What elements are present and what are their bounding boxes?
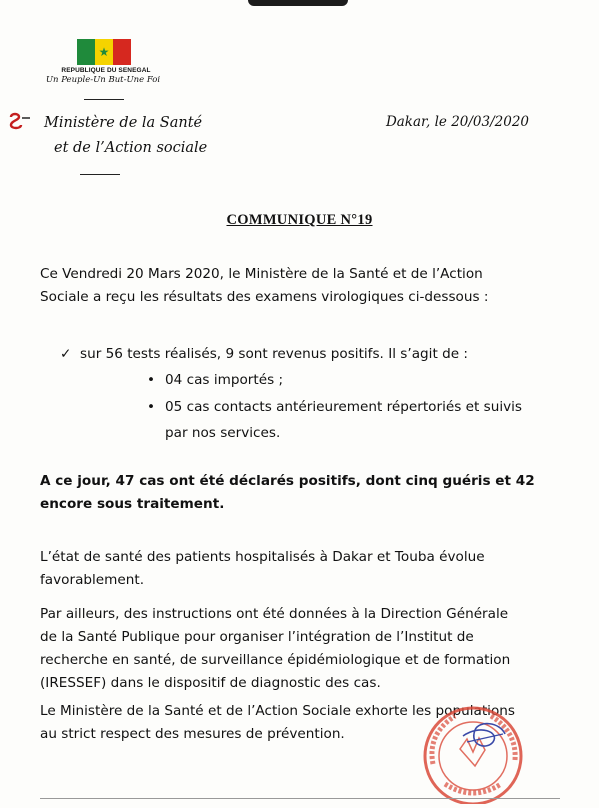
health-line-2: favorablement. — [40, 572, 145, 588]
bullet-text-1: 04 cas importés ; — [165, 372, 284, 388]
republic-name: REPUBLIQUE DU SENEGAL — [61, 67, 151, 74]
closing-line-1: Le Ministère de la Santé et de l’Action Sociale exhorte les populations — [40, 703, 515, 719]
health-line-1: L’état de santé des patients hospitalisés à Dakar et Touba évolue — [40, 549, 485, 565]
official-stamp-seal — [405, 694, 535, 804]
header-divider-top — [84, 99, 124, 100]
header-divider-bottom — [80, 174, 120, 175]
bullet-text-2-continued: par nos services. — [165, 425, 281, 441]
bullet-item-1 — [147, 369, 283, 392]
document-date: Dakar, le 20/03/2020 — [385, 114, 529, 130]
instructions-line-4: (IRESSEF) dans le dispositif de diagnostic des cas. — [40, 675, 381, 691]
instructions-paragraph — [40, 603, 510, 695]
senegal-flag — [77, 39, 131, 65]
bullet-icon: • — [147, 372, 156, 388]
flag-band-red — [113, 39, 131, 65]
bullet-icon: • — [147, 399, 156, 415]
closing-line-2: au strict respect des mesures de prévention. — [40, 726, 345, 742]
check-item-text: sur 56 tests réalisés, 9 sont revenus positifs. Il s’agit de : — [80, 346, 468, 362]
ministry-line-2: et de l’Action sociale — [54, 140, 208, 156]
intro-paragraph — [40, 263, 488, 309]
instructions-line-1: Par ailleurs, des instructions ont été données à la Direction Générale — [40, 606, 509, 622]
health-status-paragraph — [40, 546, 485, 592]
bullet-item-2 — [147, 396, 522, 419]
scan-artifact — [248, 0, 348, 6]
check-list-item — [60, 343, 468, 366]
summary-paragraph — [40, 470, 535, 516]
ministry-name — [44, 111, 207, 161]
summary-line-2: encore sous traitement. — [40, 496, 225, 512]
ministry-logo-icon — [8, 112, 32, 134]
footer-divider — [40, 798, 560, 799]
ministry-line-1: Ministère de la Santé — [44, 115, 203, 131]
intro-line-2: Sociale a reçu les résultats des examens virologiques ci-dessous : — [40, 289, 489, 305]
instructions-line-2: de la Santé Publique pour organiser l’intégration de l’Institut de — [40, 629, 474, 645]
intro-line-1: Ce Vendredi 20 Mars 2020, le Ministère de la Santé et de l’Action — [40, 266, 483, 282]
checkmark-icon: ✓ — [60, 346, 72, 362]
communique-title: COMMUNIQUE N°19 — [226, 212, 373, 228]
flag-band-green — [77, 39, 95, 65]
summary-line-1: A ce jour, 47 cas ont été déclarés positifs, dont cinq guéris et 42 — [40, 473, 535, 489]
national-motto: Un Peuple-Un But-Une Foi — [45, 75, 161, 85]
flag-band-yellow — [95, 39, 113, 65]
instructions-line-3: recherche en santé, de surveillance épidémiologique et de formation — [40, 652, 511, 668]
star-icon: ★ — [98, 44, 110, 59]
bullet-text-2: 05 cas contacts antérieurement répertoriés et suivis — [165, 399, 523, 415]
